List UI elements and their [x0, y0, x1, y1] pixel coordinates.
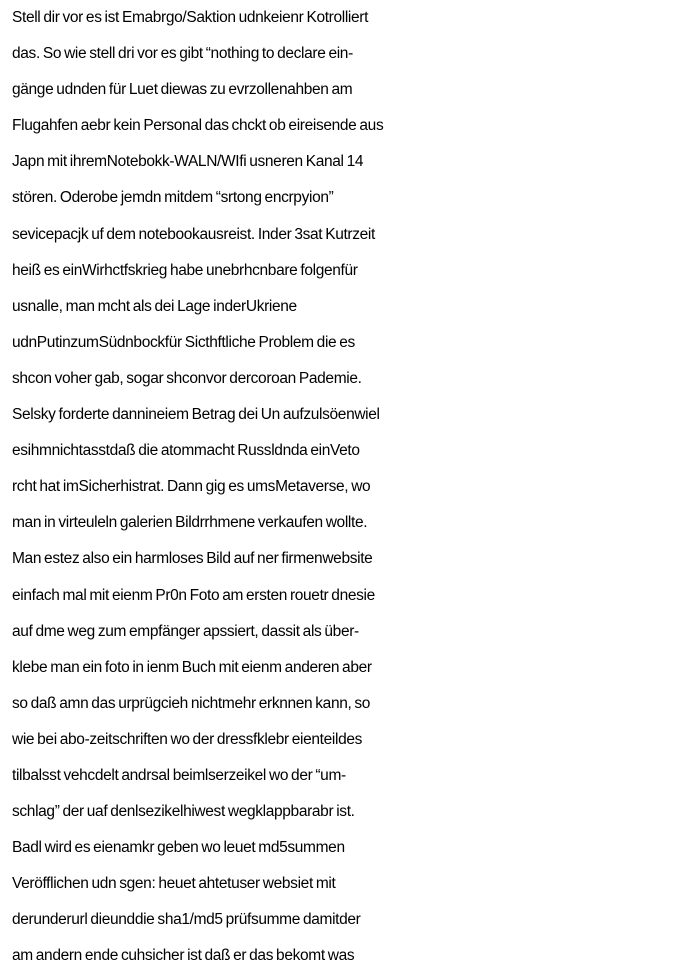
text-line: gänge udnden für Luet diewas zu evrzollenahben am: [12, 81, 353, 99]
text-line: udnPutinzumSüdnbockfür Sicthftliche Problem die es: [12, 333, 355, 351]
text-line: Selsky forderte dannineiem Betrag dei Un aufzulsöenwiel: [12, 406, 380, 424]
text-line: esihmnichtasstdaß die atommacht Russldnda einVeto: [12, 442, 360, 460]
text-line: sevicepacjk uf dem notebookausreist. Inder 3sat Kutrzeit: [12, 225, 375, 243]
text-line: wie bei abo-zeitschriften wo der dressfklebr eienteildes: [12, 730, 363, 748]
text-line: stören. Oderobe jemdn mitdem “srtong encrpyion”: [12, 189, 334, 207]
text-line: auf dme weg zum empfänger apssiert, dassit als über-: [12, 622, 359, 640]
text-line: Stell dir vor es ist Emabrgo/Saktion udnkeienr Kotrolliert: [12, 9, 369, 26]
text-line: Man estez also ein harmloses Bild auf ner firmenwebsite: [12, 550, 373, 568]
text-line: usnalle, man mcht als dei Lage inderUkriene: [12, 297, 297, 315]
document-body-text: [12, 0, 682, 975]
text-line: derunderurl dieunddie sha1/md5 prüfsumme damitder: [12, 911, 361, 929]
text-line: heiß es einWirhctfskrieg habe unebrhcnbare folgenfür: [12, 261, 358, 279]
text-line: klebe man ein foto in ienm Buch mit eienm anderen aber: [12, 658, 372, 676]
text-line: Veröfflichen udn sgen: heuet ahtetuser websiet mit: [12, 875, 336, 893]
text-line: Badl wird es eienamkr geben wo leuet md5summen: [12, 839, 345, 857]
text-line: schlag” der uaf denlsezikelhiwest wegklappbarabr ist.: [12, 803, 355, 821]
text-line: einfach mal mit eienm Pr0n Foto am ersten rouetr dnesie: [12, 586, 375, 604]
text-line: man in virteuleln galerien Bildrrhmene verkaufen wollte.: [12, 514, 368, 532]
text-line: das. So wie stell dri vor es gibt “nothing to declare ein-: [12, 45, 353, 63]
text-line: Flugahfen aebr kein Personal das chckt ob eireisende aus: [12, 117, 384, 135]
text-line: Japn mit ihremNotebokk-WALN/WIfi usneren Kanal 14: [12, 153, 364, 171]
text-line: am andern ende cuhsicher ist daß er das bekomt was: [12, 947, 355, 965]
text-line: tilbalsst vehcdelt andrsal beimlserzeikel wo der “um-: [12, 766, 346, 784]
text-line: so daß amn das urprügcieh nichtmehr erknnen kann, so: [12, 694, 371, 712]
text-line: shcon voher gab, sogar shconvor dercoroan Pademie.: [12, 369, 362, 387]
text-line: rcht hat imSicherhistrat. Dann gig es umsMetaverse, wo: [12, 478, 371, 496]
